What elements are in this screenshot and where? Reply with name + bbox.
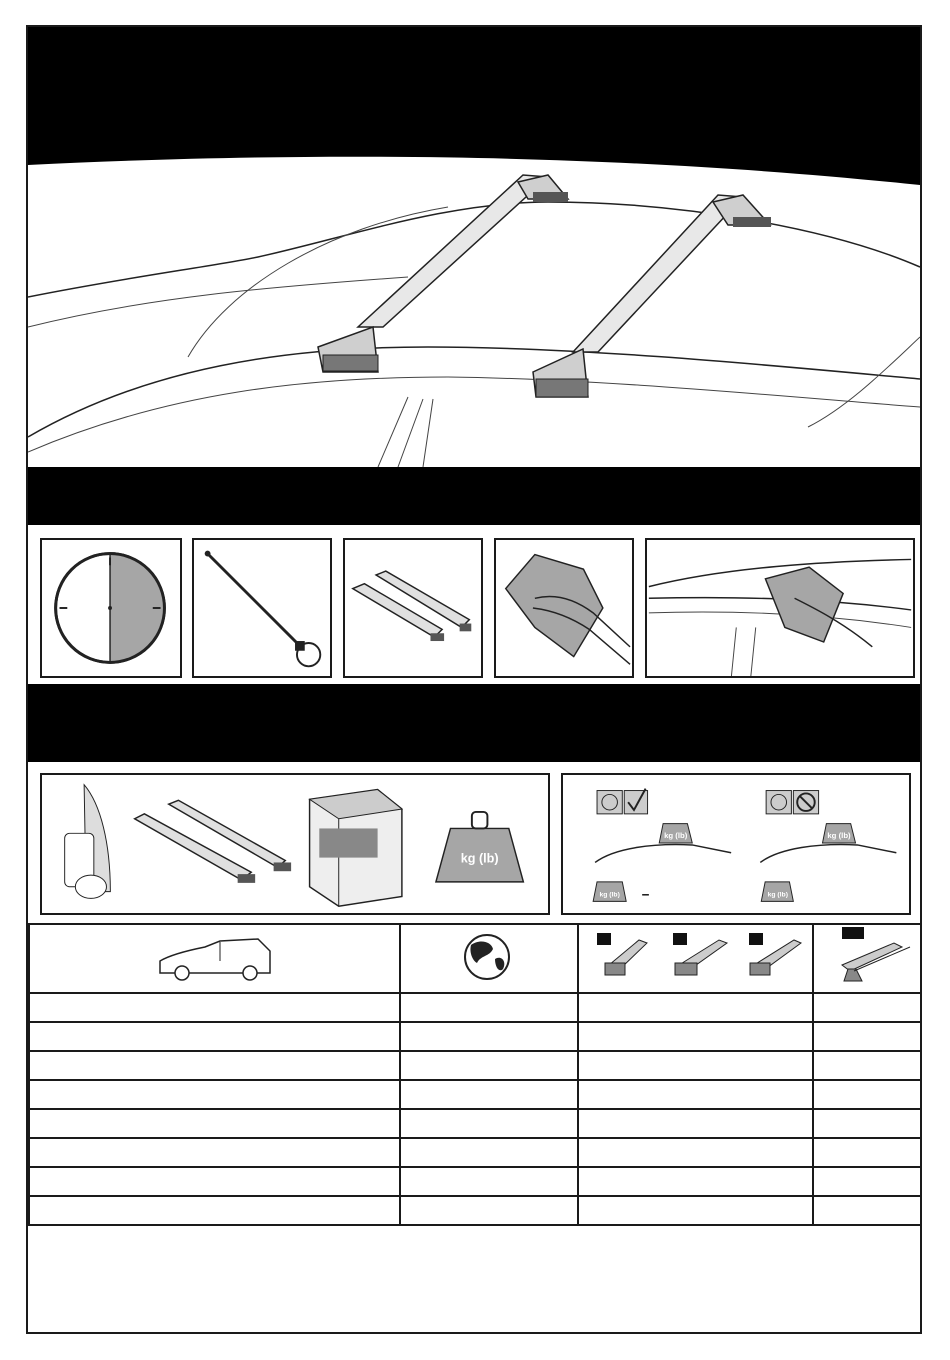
torque-key-icon — [192, 538, 332, 678]
table-row — [29, 1109, 922, 1138]
product-box-icon — [310, 790, 402, 907]
svg-text:kg (lb): kg (lb) — [767, 891, 788, 899]
section-banner-preparation — [28, 467, 920, 525]
bar-types-header-cell — [578, 924, 813, 993]
cleaning-cloth-icon — [494, 538, 634, 678]
table-row — [29, 1138, 922, 1167]
loading-items-panel — [40, 773, 550, 915]
svg-text:–: – — [641, 886, 650, 902]
good-example — [593, 789, 731, 902]
aero-bar-icon — [675, 940, 727, 975]
globe-icon — [401, 925, 577, 987]
roof-bars-icon — [343, 538, 483, 678]
vehicle-header-cell — [29, 924, 400, 993]
hero-illustration — [28, 27, 920, 467]
square-bar-icon — [750, 940, 801, 975]
luggage-icon — [65, 785, 111, 899]
table-row — [29, 1167, 922, 1196]
svg-text:kg (lb): kg (lb) — [827, 831, 851, 841]
weight-label: kg (lb) — [460, 851, 499, 866]
load-distribution-panel — [561, 773, 911, 915]
region-header-cell — [400, 924, 578, 993]
table-row — [29, 1080, 922, 1109]
clean-roof-icon — [645, 538, 915, 678]
table-row — [29, 1196, 922, 1225]
table-row — [29, 1051, 922, 1080]
instruction-sheet — [26, 25, 922, 1334]
wing-bar-icon — [605, 940, 647, 975]
fitting-table — [28, 923, 922, 1226]
station-wagon-icon — [30, 925, 399, 987]
rail-header-cell — [813, 924, 922, 993]
roof-bars-icon — [135, 800, 291, 883]
bad-example — [760, 791, 896, 902]
weight-icon — [436, 812, 523, 882]
table-row — [29, 1022, 922, 1051]
table-row — [29, 993, 922, 1022]
clock-icon — [40, 538, 182, 678]
section-banner-loading — [28, 684, 920, 762]
svg-text:kg (lb): kg (lb) — [599, 891, 620, 899]
rail-bar-icon — [814, 925, 922, 987]
svg-text:kg (lb): kg (lb) — [664, 831, 688, 841]
